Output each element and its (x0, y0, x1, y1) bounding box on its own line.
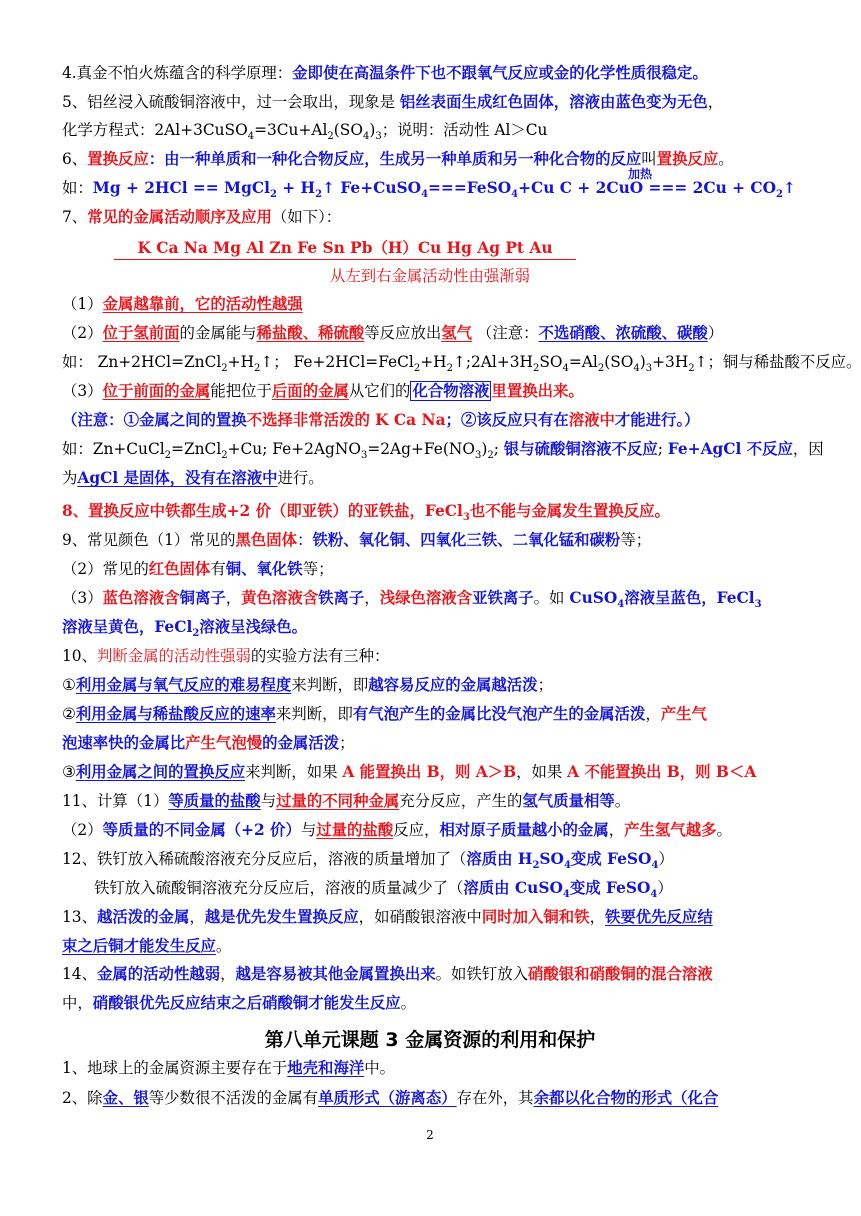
text-line (62, 91, 802, 113)
text-run: 6、 (62, 150, 88, 168)
text-run: 1、地球上的金属资源主要存在于 (62, 1059, 288, 1077)
text-line (62, 322, 802, 344)
text-run: 来判断，即 (275, 705, 353, 723)
text-run: ; (657, 440, 668, 458)
text-run: 溶质由 H (466, 850, 533, 868)
text-run: 4 (247, 131, 255, 143)
text-run: 2 (487, 450, 494, 462)
activity-series-note: 从左到右金属活动性由强渐弱 (329, 267, 531, 285)
text-line (62, 761, 802, 783)
text-run: 2 (327, 131, 334, 143)
text-run: +H (227, 353, 254, 371)
text-run: 。 (400, 994, 417, 1012)
text-run: ① (62, 676, 76, 694)
text-run: 不选硝酸、浓硫酸、碳酸 (538, 324, 708, 342)
text-run: 8、置换反应中 (62, 502, 166, 520)
text-run: ； (339, 734, 355, 752)
text-run: 。 (614, 792, 631, 810)
text-run: 2 (192, 628, 200, 640)
text-line (62, 558, 802, 580)
text-line (62, 467, 802, 489)
text-run: 同时加入铜和铁 (481, 908, 590, 926)
text-run: 能把位于 (210, 382, 272, 400)
text-run: 越活泼的金属 (96, 908, 190, 926)
text-run: 4 (562, 363, 569, 375)
text-run: ↑；铜与稀盐酸不反应。 (694, 353, 861, 371)
text-line (62, 380, 802, 402)
text-line (62, 587, 802, 609)
text-run: 浅绿色溶液含 (379, 589, 473, 607)
text-run: ② (62, 705, 76, 723)
text-run: 利用金属与氧气反应的难易程度 (75, 676, 292, 694)
text-run: ↑;2Al+3H (452, 353, 533, 371)
text-line (62, 1057, 802, 1079)
text-run: 7、 (62, 208, 88, 226)
text-run: 化合物溶液 (412, 382, 490, 400)
text-run: 铁要优先反应结 (604, 908, 713, 926)
text-run: 相对原子质量越小的金属 (439, 821, 609, 839)
text-run: 的金属活泼 (262, 734, 340, 752)
text-run: ) (481, 440, 488, 458)
text-run: ， (707, 93, 724, 111)
text-line (62, 963, 802, 985)
text-run: =3Cu+Al (254, 121, 328, 139)
text-run: 才能进行。） (614, 411, 700, 429)
text-run: 3 (360, 450, 368, 462)
metal-activity-series: K Ca Na Mg Al Zn Fe Sn Pb（H）Cu Hg Ag Pt Au (114, 237, 576, 260)
text-line (62, 293, 802, 315)
text-run: + H (276, 179, 316, 197)
text-line (62, 935, 802, 957)
text-run: （2） (62, 324, 103, 342)
text-run: 判断金属的活动性强弱 (96, 647, 251, 665)
text-run: 氢气 (441, 324, 473, 342)
text-run: ， (225, 589, 242, 607)
text-run: (SO (333, 121, 363, 139)
text-run: A 能置换出 B，则 A＞B (342, 763, 517, 781)
text-run: 充分反应，产生的 (399, 792, 523, 810)
text-run: 来判断，如果 (245, 763, 343, 781)
text-run: 从它们的 (348, 382, 411, 400)
text-run: =ZnCl (171, 440, 222, 458)
text-run: （注意：①金属之间的置换 (62, 411, 247, 429)
text-run: 2 (221, 363, 228, 375)
text-run: 铁都生成+2 价（即亚铁）的亚铁盐 (165, 502, 410, 520)
text-run: 铁粉、氧化铜、四氧化三铁、二氧化锰和碳粉 (312, 531, 621, 549)
text-run: +3H (652, 353, 689, 371)
text-run: （如下）： (271, 208, 342, 226)
text-run: 的实验方法有三种： (250, 647, 390, 665)
text-run: 与 (260, 792, 277, 810)
text-run: 红色固体 (148, 560, 211, 578)
text-run: ， (220, 965, 236, 983)
text-run: ，FeCl (409, 502, 463, 520)
text-run: 后面的金属 (271, 382, 349, 400)
text-run: ，如果 (516, 763, 568, 781)
text-run: （3） (62, 589, 103, 607)
text-run: 变成 FeSO (569, 879, 651, 897)
text-line (62, 438, 824, 462)
text-run: (SO (604, 353, 634, 371)
text-run: =2Ag+Fe(NO (367, 440, 475, 458)
text-run: 4 (651, 860, 659, 872)
text-run: 越是容易被其他金属置换出来 (235, 965, 436, 983)
text-run: 2 (254, 363, 261, 375)
text-run: 10、 (62, 647, 97, 665)
text-line (62, 177, 802, 199)
text-run: ，因 (792, 440, 824, 458)
text-run: 硝酸银和硝酸铜的混合溶液 (527, 965, 713, 983)
text-run: 等少数很不活泼的金属有 (148, 1089, 319, 1107)
text-run: ) (369, 121, 376, 139)
text-run: 14、 (62, 965, 97, 983)
text-run: Fe+AgCl 不反应 (667, 440, 793, 458)
text-run: 3 (462, 512, 470, 524)
text-line (62, 148, 802, 170)
page-number: 2 (426, 1128, 434, 1142)
text-line (62, 616, 802, 638)
text-run: 里置换出来。 (491, 382, 584, 400)
text-run: 也不能与金属发生置换反应。 (469, 502, 670, 520)
text-run: 铁钉放入硫酸铜溶液充分反应后，溶液的质量减少了（ (94, 879, 464, 897)
text-run: 金属的活动性越弱 (96, 965, 221, 983)
text-run: 2 (532, 860, 540, 872)
text-run: 有气泡产生的金属比没气泡产生的金属活泼 (352, 705, 646, 723)
text-line (94, 877, 834, 899)
text-run: +Cu C + 2CuO === 2Cu + CO (518, 179, 777, 197)
text-line (62, 645, 802, 667)
text-run: 越容易反应的金属越活泼 (368, 676, 538, 694)
text-run: 地壳和海洋 (287, 1059, 365, 1077)
text-run: 4 (511, 189, 519, 201)
text-run: 等质量的盐酸 (168, 792, 261, 810)
text-line (62, 906, 802, 928)
text-run: 2 (164, 450, 172, 462)
text-run: 产生气泡慢 (185, 734, 263, 752)
text-run: 4 (421, 189, 429, 201)
text-run: 蓝色溶液含 (102, 589, 180, 607)
text-run: ， (589, 908, 605, 926)
text-run: 溶液呈浅绿色。 (199, 618, 308, 636)
text-run: ： (297, 531, 313, 549)
text-run: 3 (754, 599, 762, 611)
text-run: +Cu; Fe+2AgNO (227, 440, 361, 458)
text-run: 4 (362, 131, 370, 143)
text-run: 2 (776, 189, 783, 201)
text-line (62, 529, 802, 551)
text-run: 溶液呈蓝色，FeCl (624, 589, 755, 607)
text-run: ↑； Fe+2HCl=FeCl (260, 353, 414, 371)
text-run: 2 (532, 363, 540, 375)
text-run: Fe+CuSO (334, 179, 422, 197)
text-run: 硝酸银优先反应结束之后硝酸铜才能发生反应 (92, 994, 401, 1012)
text-line (62, 732, 802, 754)
text-run: ） (658, 850, 674, 868)
section-heading: 第八单元课题 3 金属资源的利用和保护 (264, 1029, 596, 1051)
text-run: +H (420, 353, 447, 371)
text-run: 稀盐酸、稀硫酸 (256, 324, 365, 342)
text-run: 银与硫酸铜溶液不反应 (503, 440, 658, 458)
text-run: 黑色固体 (235, 531, 298, 549)
text-line (62, 819, 802, 841)
text-run: 束之后铜才能发生反应 (62, 937, 216, 955)
text-run: 4 (633, 363, 640, 375)
text-run: 等； (620, 531, 652, 549)
text-line (62, 992, 802, 1014)
text-run: 2 (688, 363, 695, 375)
text-run: ， (645, 705, 661, 723)
text-run: 余都以化合物的形式（化合 (533, 1089, 719, 1107)
text-run: 与 (300, 821, 317, 839)
text-run: 氢气质量相等 (522, 792, 615, 810)
text-run: 亚铁离子 (472, 589, 534, 607)
text-run: （2）常见的 (62, 560, 149, 578)
text-run: ===FeSO (428, 179, 512, 197)
text-run: 金即使在高温条件下也不跟氧气反应或金的化学性质很稳定。 (292, 64, 708, 82)
text-run: 3 (375, 131, 382, 143)
text-run: 的金属能与 (179, 324, 257, 342)
text-run: 产生气 (660, 705, 707, 723)
text-run: 。 (215, 937, 232, 955)
text-run: （3） (62, 382, 103, 400)
text-run: 常见的金属活动顺序及应用 (87, 208, 272, 226)
text-run: 13、 (62, 908, 97, 926)
text-run: A 不能置换出 B，则 B＜A (567, 763, 757, 781)
text-run: 如： (62, 179, 93, 197)
text-run: 3 (474, 450, 482, 462)
text-line (62, 62, 802, 84)
text-line (62, 409, 802, 431)
text-run: 叫 (641, 150, 657, 168)
text-run: （1） (62, 295, 103, 313)
text-run: 化学方程式：2Al+3CuSO (62, 121, 248, 139)
text-run: =Al (568, 353, 598, 371)
text-run: 9、常见颜色（1）常见的 (62, 531, 236, 549)
text-run: 。如铁钉放入 (435, 965, 528, 983)
text-line (62, 500, 802, 522)
text-run: 不选择非常活泼的 K Ca Na (246, 411, 446, 429)
text-run: 铜离子 (179, 589, 226, 607)
text-run: ; (493, 440, 504, 458)
text-run: 产生氢气越多 (624, 821, 717, 839)
text-run: 2、除 (62, 1089, 103, 1107)
text-run: ； (537, 676, 553, 694)
text-run: 2 (221, 450, 228, 462)
text-run: 4 (617, 599, 625, 611)
text-run: 4 (563, 860, 571, 872)
text-line (62, 351, 861, 375)
text-run: 4 (562, 889, 570, 901)
text-run: 置换反应 (656, 150, 719, 168)
text-run: 3 (645, 363, 653, 375)
text-run: AgCl 是固体，没有在溶液中 (77, 469, 278, 487)
text-run: 铁离子 (318, 589, 365, 607)
heating-condition-label: 加热 (628, 167, 653, 181)
text-run: 中， (62, 994, 93, 1012)
text-run: 溶液呈黄色，FeCl (62, 618, 193, 636)
text-run: （注意： (472, 324, 539, 342)
text-run: 反应， (393, 821, 440, 839)
text-run: 金、银 (102, 1089, 149, 1107)
text-run: 泡速率快的金属比 (62, 734, 186, 752)
text-run: ③ (62, 763, 76, 781)
text-run: ；说明：活动性 Al＞Cu (381, 121, 548, 139)
text-line (62, 119, 802, 141)
text-run: ） (707, 324, 724, 342)
text-run: 如： Zn+2HCl=ZnCl (62, 353, 222, 371)
text-line (62, 206, 802, 228)
text-run: 2 (315, 189, 323, 201)
text-run: 5、铝丝浸入硫酸铜溶液中，过一会取出，现象是 (62, 93, 400, 111)
text-run: 存在外，其 (456, 1089, 534, 1107)
text-run: 位于前面的金属 (102, 382, 211, 400)
text-line (62, 848, 802, 870)
text-run: 等质量的不同金属（+2 价） (102, 821, 301, 839)
text-run: ；②该反应只有在 (445, 411, 569, 429)
text-run: ) (639, 353, 646, 371)
text-run: ↑ (322, 179, 335, 197)
text-run: 进行。 (277, 469, 324, 487)
text-run: 溶质由 CuSO (463, 879, 563, 897)
text-run: 金属越靠前，它的活动性越强 (102, 295, 303, 313)
text-run: ↑ (783, 179, 796, 197)
text-run: 有 (210, 560, 226, 578)
text-run: ， (189, 908, 205, 926)
text-run: ） (657, 879, 673, 897)
text-run: 为 (62, 469, 78, 487)
text-run: 2 (269, 189, 277, 201)
text-run: 等； (302, 560, 334, 578)
text-run: CuSO (569, 589, 618, 607)
text-run: 过量的不同种金属 (276, 792, 400, 810)
text-run: 。如 (533, 589, 570, 607)
text-run: SO (539, 353, 563, 371)
text-run: 铝丝表面生成红色固体，溶液由蓝色变为无色 (399, 93, 708, 111)
text-run: 2 (446, 363, 453, 375)
text-run: 置换反应 (87, 150, 149, 168)
text-run: 2 (413, 363, 421, 375)
text-run: ， (364, 589, 380, 607)
text-run: ， (608, 821, 625, 839)
text-run: 11、计算（1） (62, 792, 169, 810)
text-run: 黄色溶液含 (241, 589, 319, 607)
text-run: 来判断，即 (291, 676, 369, 694)
text-line (62, 703, 802, 725)
text-run: 2 (597, 363, 605, 375)
text-run: 。 (716, 821, 732, 839)
text-run: 过量的盐酸 (316, 821, 394, 839)
text-run: 。 (718, 150, 734, 168)
text-run: 如：Zn+CuCl (62, 440, 165, 458)
text-run: 变成 FeSO (570, 850, 652, 868)
text-run: 12、铁钉放入稀硫酸溶液充分反应后，溶液的质量增加了（ (62, 850, 467, 868)
text-run: ：由一种单质和一种化合物反应，生成另一种单质和另一种化合物的反应 (148, 150, 642, 168)
text-run: 4 (650, 889, 658, 901)
text-line (62, 790, 802, 812)
text-run: 溶液中 (568, 411, 615, 429)
text-line (62, 674, 802, 696)
text-run: 等反应放出 (364, 324, 442, 342)
text-run: ，如硝酸银溶液中 (358, 908, 482, 926)
text-run: 位于氢前面 (102, 324, 180, 342)
text-run: 4.真金不怕火炼蕴含的科学原理： (62, 64, 293, 82)
text-run: 利用金属之间的置换反应 (75, 763, 246, 781)
text-run: 利用金属与稀盐酸反应的速率 (75, 705, 276, 723)
text-run: 越是优先发生置换反应 (204, 908, 359, 926)
text-run: （2） (62, 821, 103, 839)
text-run: 单质形式（游离态） (318, 1089, 457, 1107)
text-line (62, 1087, 802, 1109)
text-run: 中。 (364, 1059, 396, 1077)
text-run: 铜、氧化铁 (225, 560, 303, 578)
text-run: SO (539, 850, 564, 868)
text-run: Mg + 2HCl == MgCl (92, 179, 270, 197)
